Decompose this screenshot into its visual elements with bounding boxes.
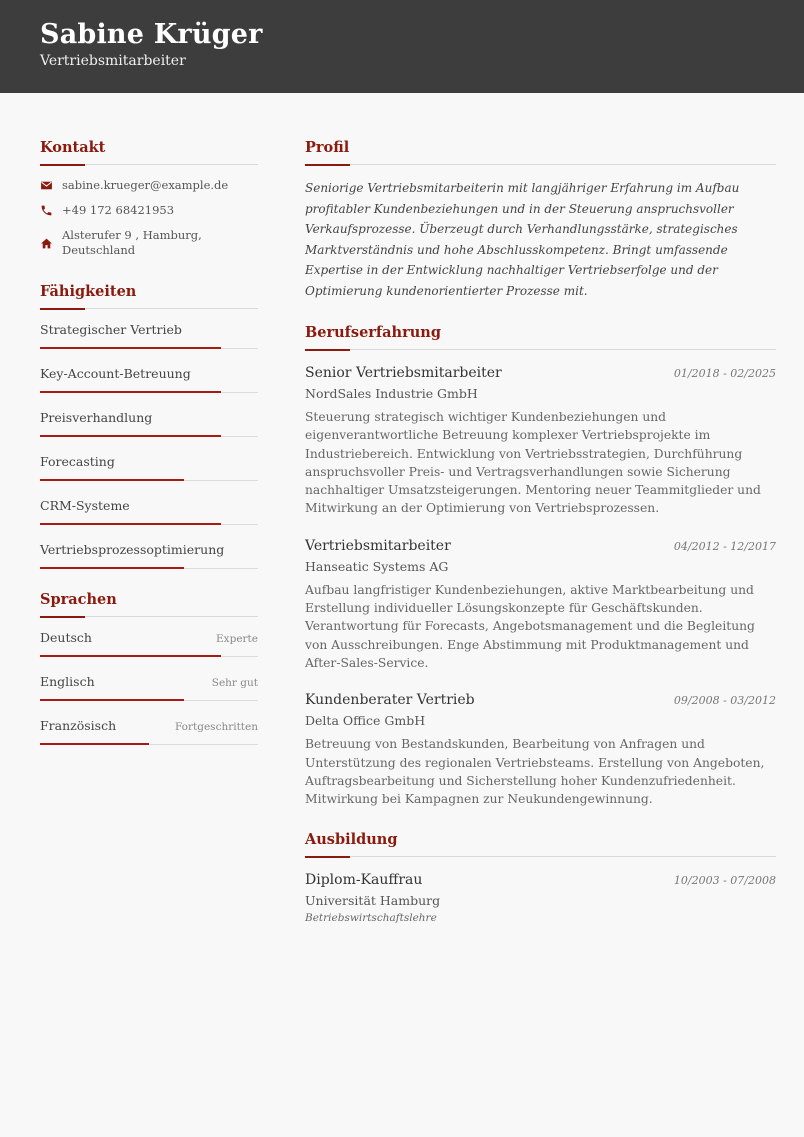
section-rule — [305, 856, 776, 858]
skill-level-bar — [40, 347, 258, 349]
job-title: Senior Vertriebsmitarbeiter — [305, 365, 502, 381]
contact-section — [40, 138, 258, 258]
skill-item — [40, 452, 258, 496]
language-row — [40, 672, 258, 691]
phone-icon — [40, 203, 62, 218]
contact-phone-text: +49 172 68421953 — [62, 203, 175, 217]
contact-email-text: sabine.krueger@example.de — [62, 178, 229, 192]
contact-address — [40, 228, 258, 258]
education-header — [305, 870, 776, 890]
section-title-experience: Berufserfahrung — [305, 324, 441, 341]
section-rule — [305, 349, 776, 351]
job-date: 04/2012 - 12/2017 — [673, 539, 776, 553]
skill-label: Strategischer Vertrieb — [40, 322, 182, 337]
skill-label: CRM-Systeme — [40, 498, 130, 513]
mail-icon — [40, 178, 62, 193]
language-level: Sehr gut — [211, 677, 258, 689]
section-rule — [40, 164, 258, 166]
language-label: Französisch — [40, 718, 117, 733]
language-item — [40, 628, 258, 672]
profile-text: Seniorige Vertriebsmitarbeiterin mit langjähriger Erfahrung im Aufbau profitabler Kundenbeziehungen und in der Steuerung anspruchsvoller Verkaufsprozesse. Überzeugt durch Verhandlungsstärke, strategisches Marktverständnis und hohe Abschlusskompetenz. Bringt umfassende Expertise in der Entwicklung nachhaltiger Vertriebserfolge und der Optimierung kundenorientierter Prozesse mit. — [305, 181, 740, 298]
section-title-skills: Fähigkeiten — [40, 283, 137, 300]
language-level: Experte — [216, 633, 258, 645]
skill-level-bar — [40, 435, 258, 437]
skill-level-bar — [40, 523, 258, 525]
job-date: 01/2018 - 02/2025 — [673, 367, 776, 380]
section-rule — [40, 308, 258, 310]
education-field: Betriebswirtschaftslehre — [305, 912, 437, 925]
education-section — [305, 830, 776, 924]
skill-level-bar — [40, 655, 258, 657]
skill-level-bar — [40, 479, 258, 481]
section-title-languages: Sprachen — [40, 591, 117, 608]
skill-item — [40, 408, 258, 452]
skills-section — [40, 282, 258, 584]
job-description: Aufbau langfristiger Kundenbeziehungen, aktive Marktbearbeitung und Erstellung individueller Lösungskonzepte für Geschäftskunden. Verantwortung für Forecasts, Angebotsmanagement und die Begleitung von Ausschreibungen. Enge Abstimmung mit Produktmanagement und After-Sales-Service. — [305, 582, 755, 670]
section-rule — [305, 164, 776, 166]
education-school: Universität Hamburg — [305, 893, 441, 909]
language-row — [40, 628, 258, 647]
section-title-contact: Kontakt — [40, 139, 106, 156]
home-icon — [40, 228, 62, 258]
job-description: Steuerung strategisch wichtiger Kundenbeziehungen und eigenverantwortliche Betreuung komplexer Vertriebsprojekte im Industriebereich. Entwicklung von Vertriebsstrategien, Durchführung anspruchsvoller Preis- und Vertragsverhandlungen sowie Sicherung nachhaltiger Umsatzsteigerungen. Mentoring neuer Teammitglieder und Mitwirkung an der Optimierung von Vertriebsprozessen. — [305, 410, 761, 516]
person-role: Vertriebsmitarbeiter — [40, 53, 186, 69]
skill-item — [40, 496, 258, 540]
job-company: Hanseatic Systems AG — [305, 558, 449, 574]
skill-label: Forecasting — [40, 454, 115, 469]
language-row — [40, 716, 258, 735]
job-entry — [305, 690, 776, 808]
skill-label: Key-Account-Betreuung — [40, 366, 191, 381]
job-header — [305, 536, 776, 556]
section-title-profile: Profil — [305, 139, 350, 156]
job-company: Delta Office GmbH — [305, 713, 426, 729]
contact-phone[interactable] — [40, 203, 258, 218]
job-header — [305, 363, 776, 383]
language-label: Englisch — [40, 674, 95, 689]
skill-level-bar — [40, 567, 258, 569]
profile-section — [305, 138, 776, 301]
main-content — [305, 138, 776, 924]
resume-header — [0, 0, 804, 93]
education-date: 10/2003 - 07/2008 — [673, 874, 776, 888]
section-title-education: Ausbildung — [305, 831, 398, 849]
skill-level-bar — [40, 391, 258, 393]
education-degree: Diplom-Kauffrau — [305, 872, 423, 889]
contact-email[interactable] — [40, 178, 258, 193]
job-date: 09/2008 - 03/2012 — [673, 694, 776, 708]
section-rule — [40, 616, 258, 618]
language-label: Deutsch — [40, 630, 92, 645]
language-item — [40, 672, 258, 716]
skill-item — [40, 320, 258, 364]
job-entry — [305, 363, 776, 518]
language-level: Fortgeschritten — [174, 721, 258, 733]
skill-level-bar — [40, 699, 258, 701]
language-item — [40, 716, 258, 760]
sidebar — [40, 138, 258, 760]
skill-item — [40, 540, 258, 584]
job-company: NordSales Industrie GmbH — [305, 386, 478, 401]
contact-address-text: Alsterufer 9 , Hamburg, Deutschland — [62, 228, 202, 257]
person-name: Sabine Krüger — [40, 19, 263, 50]
skill-level-bar — [40, 743, 258, 745]
job-description: Betreuung von Bestandskunden, Bearbeitung von Anfragen und Unterstützung des regionalen Vertriebsteams. Erstellung von Angeboten, Auftragsbearbeitung und Sicherstellung hoher Kundenzufriedenheit. Mitwirkung bei Kampagnen zur Neukundengewinnung. — [305, 737, 765, 807]
skill-label: Preisverhandlung — [40, 410, 153, 425]
experience-section — [305, 323, 776, 808]
skill-label: Vertriebsprozessoptimierung — [40, 542, 225, 557]
languages-section — [40, 590, 258, 760]
skill-item — [40, 364, 258, 408]
job-title: Kundenberater Vertrieb — [305, 692, 475, 709]
job-header — [305, 690, 776, 710]
education-entry — [305, 870, 776, 924]
job-entry — [305, 536, 776, 672]
job-title: Vertriebsmitarbeiter — [305, 537, 451, 554]
